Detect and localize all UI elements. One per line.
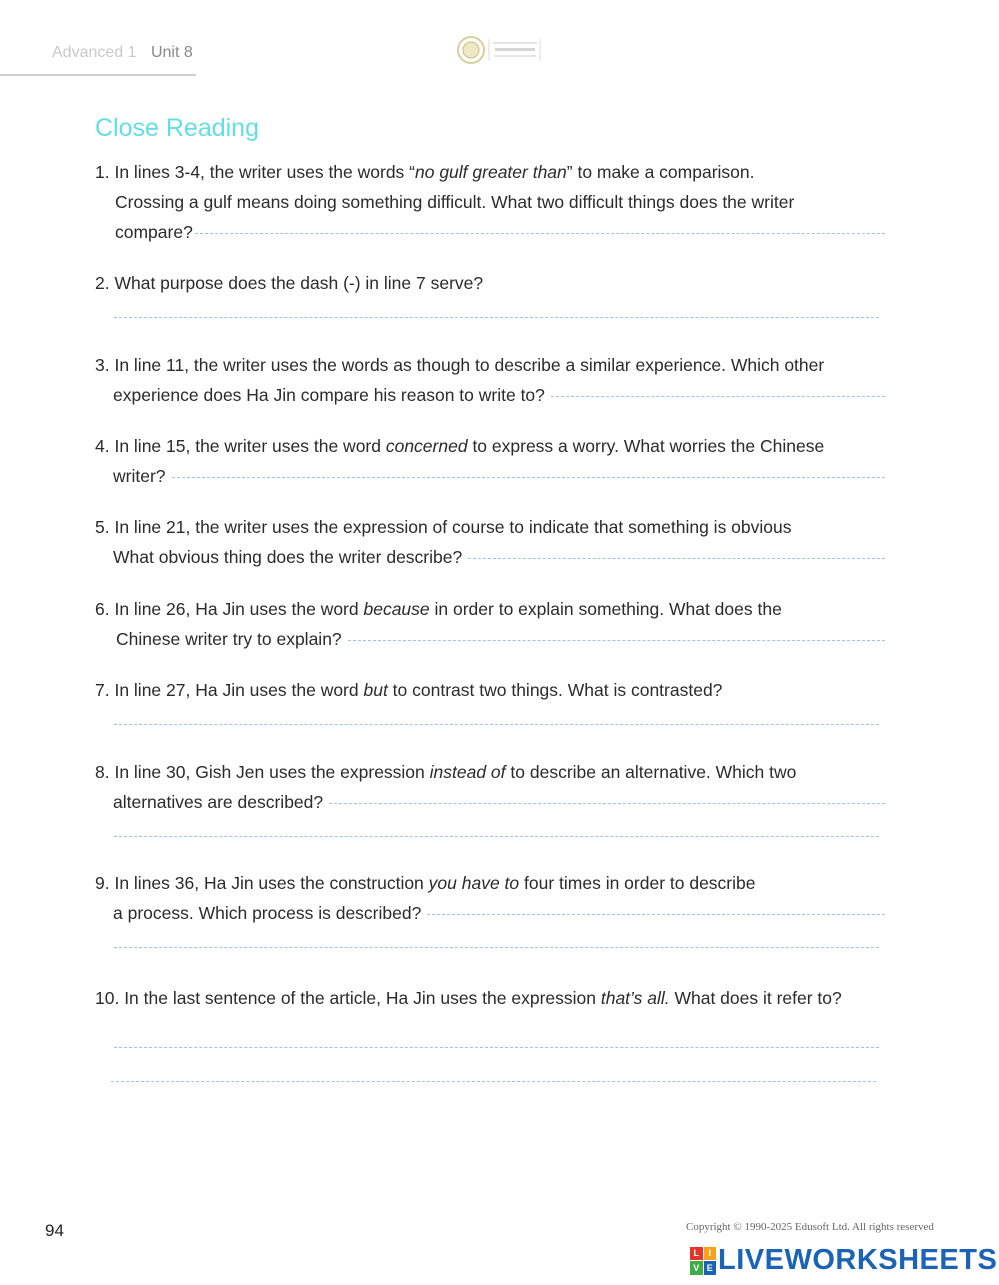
liveworksheets-logo[interactable] [690, 1244, 997, 1277]
answer-line-6[interactable] [348, 640, 885, 641]
brand-wordmark: LIVEWORKSHEETS [718, 1244, 998, 1276]
question-9 [95, 868, 885, 928]
question-text: 3. In line 11, the writer uses the words as though to describe a similar experience. Which other [95, 355, 825, 375]
question-6 [95, 594, 885, 654]
question-text: writer? [113, 466, 166, 486]
question-text: 6. In line 26, Ha Jin uses the word because in order to explain something. What does the [95, 599, 782, 619]
question-text: 7. In line 27, Ha Jin uses the word but to contrast two things. What is contrasted? [95, 680, 723, 700]
header-divider [0, 74, 196, 76]
header-breadcrumb [52, 44, 193, 62]
answer-line-10b[interactable] [111, 1081, 876, 1082]
question-8 [95, 757, 885, 817]
answer-line-2[interactable] [114, 317, 879, 318]
question-text: 2. What purpose does the dash (-) in line 7 serve? [95, 273, 484, 293]
question-text: 4. In line 15, the writer uses the word concerned to express a worry. What worries the Chinese [95, 436, 825, 456]
question-10 [95, 983, 885, 1013]
question-text: experience does Ha Jin compare his reason to write to? [113, 385, 545, 405]
answer-line-8a[interactable] [329, 803, 885, 804]
question-7 [95, 675, 885, 705]
section-title: Close Reading [95, 114, 259, 142]
liveworksheets-badge-icon: L I V E [690, 1247, 716, 1275]
answer-line-7[interactable] [114, 724, 879, 725]
question-text: What obvious thing does the writer describe? [113, 547, 463, 567]
question-text: 9. In lines 36, Ha Jin uses the construction you have to four times in order to describe [95, 873, 756, 893]
question-text: 1. In lines 3-4, the writer uses the words “no gulf greater than” to make a comparison. [95, 162, 755, 182]
question-text: 10. In the last sentence of the article, Ha Jin uses the expression that’s all. What does it refer to? [95, 988, 842, 1008]
question-text: Crossing a gulf means doing something difficult. What two difficult things does the writer [115, 192, 795, 212]
answer-line-8b[interactable] [114, 836, 879, 837]
answer-line-5[interactable] [468, 558, 885, 559]
answer-line-3[interactable] [551, 396, 885, 397]
answer-line-1[interactable] [195, 233, 885, 234]
page-number: 94 [45, 1221, 64, 1240]
question-1 [95, 157, 885, 247]
question-2 [95, 268, 885, 298]
question-3 [95, 350, 885, 410]
answer-line-9b[interactable] [114, 947, 879, 948]
course-level: Advanced 1 [52, 44, 137, 61]
question-text: alternatives are described? [113, 792, 324, 812]
question-text: Chinese writer try to explain? [116, 629, 342, 649]
question-text: 8. In line 30, Gish Jen uses the expression instead of to describe an alternative. Which two [95, 762, 797, 782]
question-text: 5. In line 21, the writer uses the expression of course to indicate that something is obvious [95, 517, 792, 537]
question-text: a process. Which process is described? [113, 903, 422, 923]
answer-line-10a[interactable] [114, 1047, 879, 1048]
copyright-notice: Copyright © 1990-2025 Edusoft Ltd. All rights reserved [686, 1221, 934, 1233]
university-seal-logo [456, 31, 546, 69]
answer-line-9a[interactable] [427, 914, 885, 915]
question-4 [95, 431, 885, 491]
answer-line-4[interactable] [172, 477, 885, 478]
question-text: compare? [115, 222, 193, 242]
unit-label: Unit 8 [150, 44, 193, 61]
question-5 [95, 512, 885, 572]
